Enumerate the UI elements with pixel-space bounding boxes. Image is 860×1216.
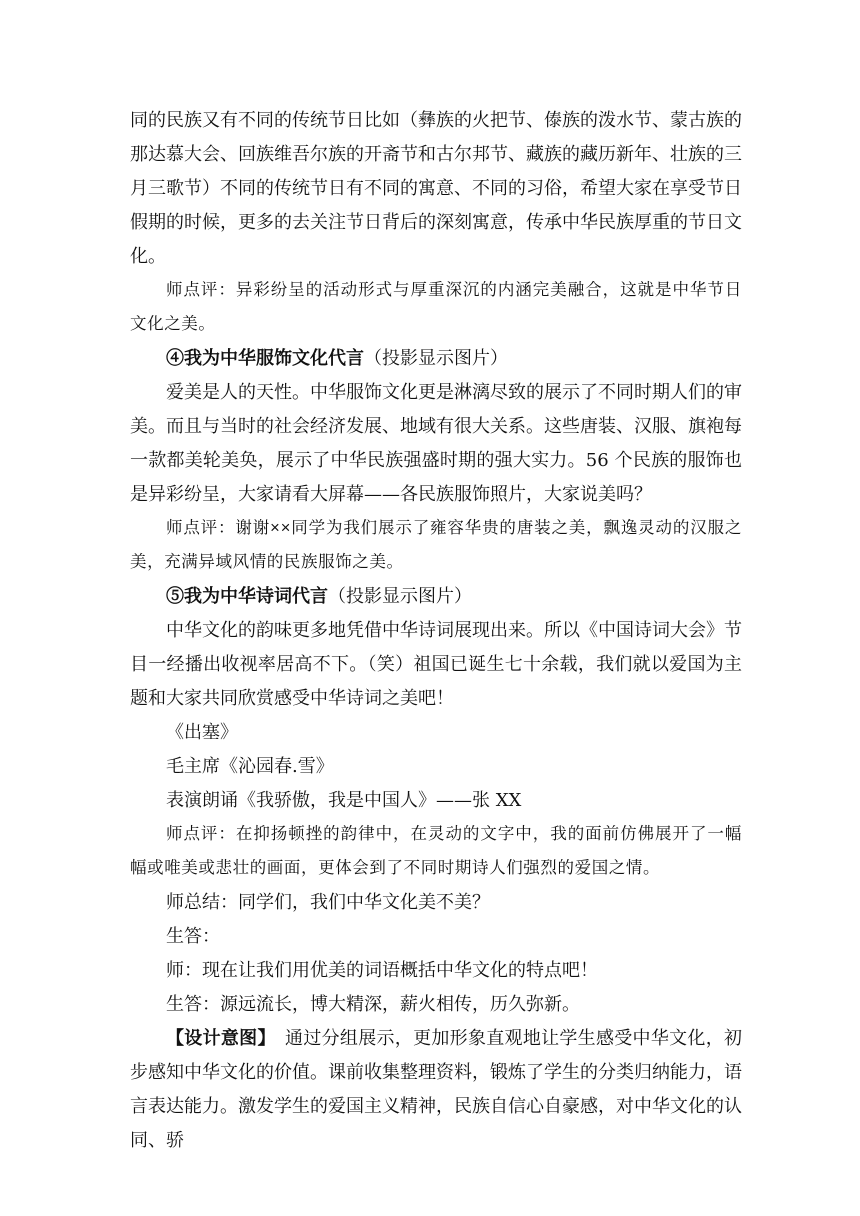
- paragraph-poetry: 中华文化的韵味更多地凭借中华诗词展现出来。所以《中国诗词大会》节目一经播出收视率居高不下。（笑）祖国已诞生七十余载，我们就以爱国为主题和大家共同欣赏感受中华诗词之美吧！: [130, 620, 742, 709]
- paragraph-festivals: 同的民族又有不同的传统节日比如（彝族的火把节、傣族的泼水节、蒙古族的那达慕大会、回族维吾尔族的开斋节和古尔邦节、藏族的藏历新年、壮族的三月三歌节）不同的传统节日有不同的寓意、不同的习俗，希望大家在享受节日假期的时候，更多的去关注节日背后的深刻寓意，传承中华民族厚重的节日文化。: [130, 110, 742, 267]
- poem-item-chusai: 《出塞》: [166, 722, 238, 743]
- student-answer: 生答：源远流长，博大精深，薪火相传，历久弥新。: [166, 994, 580, 1015]
- section-heading-clothing-note: （投影显示图片）: [364, 348, 508, 369]
- teacher-comment-festivals: 师点评：异彩纷呈的活动形式与厚重深沉的内涵完美融合，这就是中华节日文化之美。: [130, 281, 742, 334]
- teacher-comment-poetry: 师点评：在抑扬顿挫的韵律中，在灵动的文字中，我的面前仿佛展开了一幅幅或唯美或悲壮的画面，更体会到了不同时期诗人们强烈的爱国之情。: [130, 825, 742, 878]
- teacher-comment-clothing: 师点评：谢谢××同学为我们展示了雍容华贵的唐装之美，飘逸灵动的汉服之美，充满异域风情的民族服饰之美。: [130, 519, 742, 572]
- design-intent-label: 【设计意图】: [166, 1028, 267, 1049]
- teacher-summary: 师总结：同学们，我们中华文化美不美？: [166, 892, 490, 913]
- poem-item-qinyuanchun: 毛主席《沁园春.雪》: [166, 756, 334, 777]
- poem-item-recitation: 表演朗诵《我骄傲，我是中国人》——张 XX: [166, 790, 522, 811]
- section-heading-poetry: [130, 580, 742, 614]
- design-intent-paragraph: [130, 1022, 742, 1158]
- section-heading-clothing-title: ④我为中华服饰文化代言: [166, 348, 364, 369]
- section-heading-poetry-note: （投影显示图片）: [328, 586, 472, 607]
- paragraph-clothing: 爱美是人的天性。中华服饰文化更是淋漓尽致的展示了不同时期人们的审美。而且与当时的社会经济发展、地域有很大关系。这些唐装、汉服、旗袍每一款都美轮美奂，展示了中华民族强盛时期的强大实力。56 个民族的服饰也是异彩纷呈，大家请看大屏幕——各民族服饰照片，大家说美吗？: [130, 382, 742, 505]
- section-heading-clothing: [130, 342, 742, 376]
- section-heading-poetry-title: ⑤我为中华诗词代言: [166, 586, 328, 607]
- student-answer-empty: 生答：: [166, 926, 220, 947]
- teacher-prompt: 师：现在让我们用优美的词语概括中华文化的特点吧！: [166, 960, 598, 981]
- design-intent-text: 通过分组展示，更加形象直观地让学生感受中华文化，初步感知中华文化的价值。课前收集整理资料，锻炼了学生的分类归纳能力，语言表达能力。激发学生的爱国主义精神，民族自信心自豪感，对中华文化的认同、骄: [130, 1028, 743, 1151]
